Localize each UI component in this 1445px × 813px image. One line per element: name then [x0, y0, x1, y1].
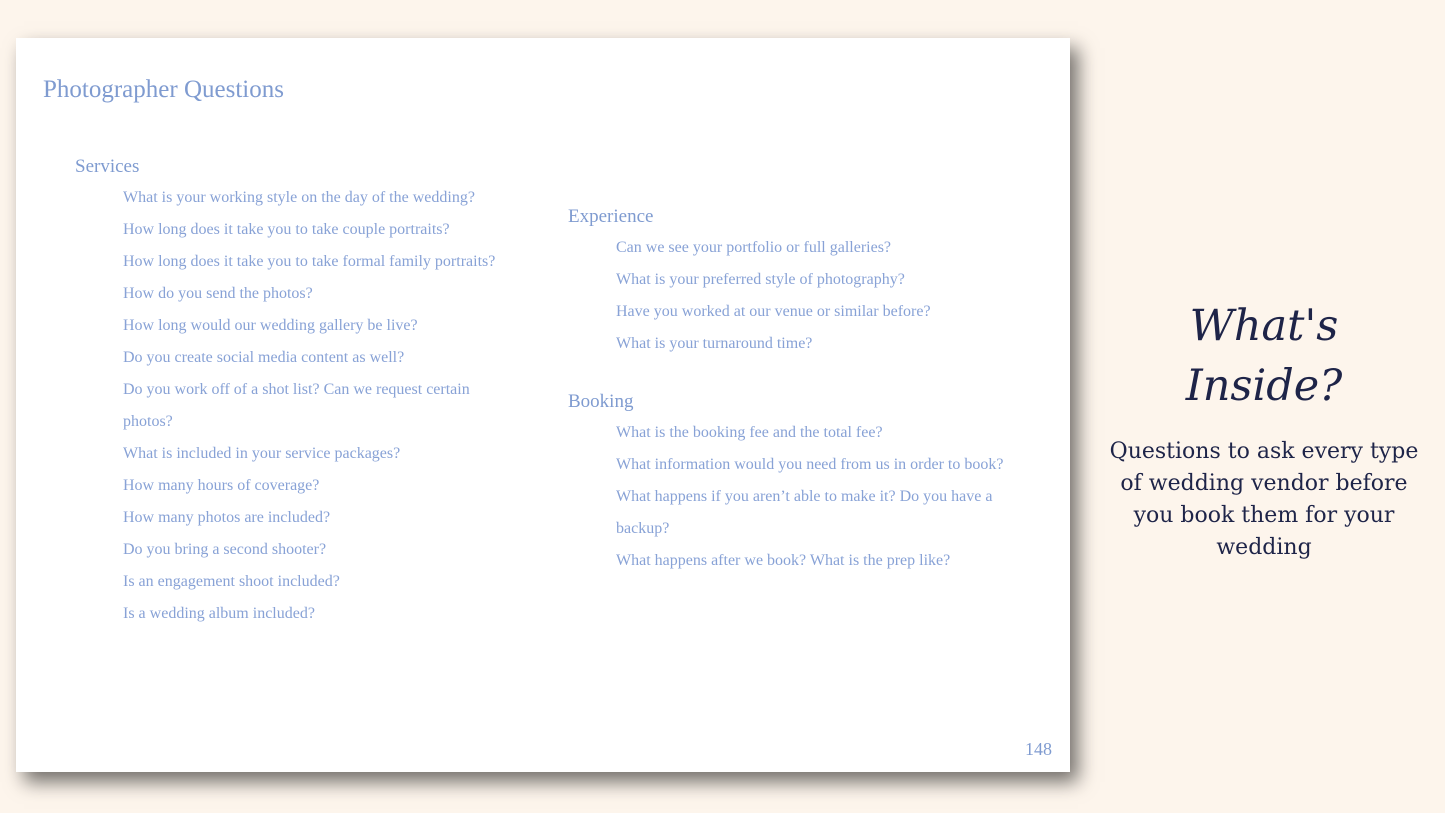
- section-heading-services: Services: [75, 156, 140, 177]
- list-item: What is included in your service packages?: [123, 445, 401, 462]
- list-item: How do you send the photos?: [123, 285, 313, 302]
- page-number: 148: [1025, 739, 1052, 759]
- page-title: Photographer Questions: [43, 76, 284, 103]
- list-item: How long does it take you to take couple portraits?: [123, 221, 450, 238]
- list-item: What is your preferred style of photography?: [616, 271, 905, 288]
- list-item: What information would you need from us in order to book?: [616, 456, 1004, 473]
- list-item: What happens after we book? What is the prep like?: [616, 552, 951, 569]
- right-column: [568, 204, 1048, 577]
- list-item: How many hours of coverage?: [123, 477, 320, 494]
- list-item: Can we see your portfolio or full galleries?: [616, 239, 892, 256]
- services-question-list: [123, 182, 555, 630]
- list-item: Is a wedding album included?: [123, 605, 315, 622]
- list-item: Is an engagement shoot included?: [123, 573, 340, 590]
- side-title: What's Inside?: [1185, 301, 1343, 411]
- list-item: What is your turnaround time?: [616, 335, 813, 352]
- list-item: What happens if you aren’t able to make it? Do you have a backup?: [616, 488, 993, 537]
- experience-question-list: [616, 232, 1048, 360]
- document-page: [16, 38, 1070, 772]
- side-panel: [1108, 296, 1420, 564]
- list-item: How long does it take you to take formal family portraits?: [123, 253, 496, 270]
- booking-question-list: [616, 417, 1048, 577]
- list-item: Do you work off of a shot list? Can we request certain photos?: [123, 381, 470, 430]
- list-item: What is the booking fee and the total fee?: [616, 424, 883, 441]
- list-item: How many photos are included?: [123, 509, 331, 526]
- section-heading-experience: Experience: [568, 206, 654, 227]
- list-item: Do you create social media content as well?: [123, 349, 405, 366]
- list-item: What is your working style on the day of the wedding?: [123, 189, 475, 206]
- section-heading-booking: Booking: [568, 391, 634, 412]
- list-item: Do you bring a second shooter?: [123, 541, 327, 558]
- left-column: [75, 154, 555, 630]
- side-description: Questions to ask every type of wedding vendor before you book them for your wedding: [1109, 439, 1419, 560]
- list-item: Have you worked at our venue or similar before?: [616, 303, 931, 320]
- list-item: How long would our wedding gallery be live?: [123, 317, 418, 334]
